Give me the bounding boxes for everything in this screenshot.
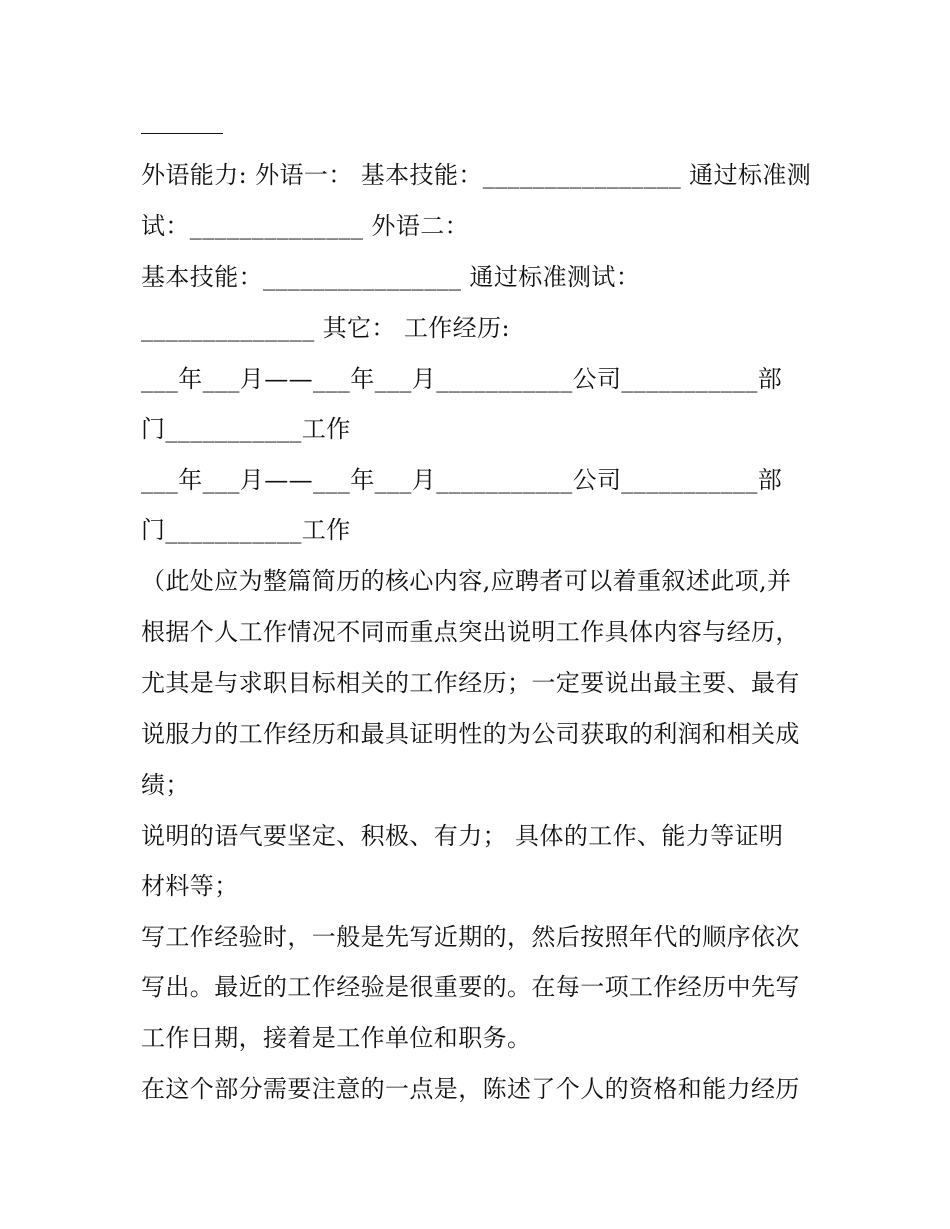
tone-paragraph-line-1: 说明的语气要坚定、积极、有力； 具体的工作、能力等证明	[141, 822, 784, 850]
guidance-paragraph-line-1: （此处应为整篇简历的核心内容,应聘者可以着重叙述此项,并	[141, 567, 792, 595]
work-entry-2-line-2: 门___________工作	[141, 516, 351, 544]
work-entry-1-line-1: ___年___月——___年___月___________公司___________部	[141, 365, 783, 393]
experience-paragraph-line-1: 写工作经验时，一般是先写近期的，然后按照年代的顺序依次	[141, 923, 800, 951]
top-underline-fragment	[141, 133, 223, 134]
language-skill-line-2: 试：______________ 外语二：	[141, 212, 470, 240]
work-entry-2-line-1: ___年___月——___年___月___________公司___________部	[141, 466, 783, 494]
guidance-paragraph-line-5: 绩；	[141, 771, 190, 799]
tone-paragraph-line-2: 材料等；	[141, 872, 239, 900]
work-entry-1-line-2: 门___________工作	[141, 415, 351, 443]
guidance-paragraph-line-4: 说服力的工作经历和最具证明性的为公司获取的利润和相关成	[141, 720, 800, 748]
experience-paragraph-line-3: 工作日期，接着是工作单位和职务。	[141, 1024, 532, 1052]
attention-paragraph-line-1: 在这个部分需要注意的一点是，陈述了个人的资格和能力经历	[141, 1075, 800, 1103]
work-history-heading-line: ______________ 其它： 工作经历:	[141, 314, 510, 342]
guidance-paragraph-line-2: 根据个人工作情况不同而重点突出说明工作具体内容与经历，	[141, 618, 800, 646]
guidance-paragraph-line-3: 尤其是与求职目标相关的工作经历；一定要说出最主要、最有	[141, 669, 800, 697]
experience-paragraph-line-2: 写出。最近的工作经验是很重要的。在每一项工作经历中先写	[141, 973, 800, 1001]
language-skill-line-1: 外语能力: 外语一： 基本技能：________________ 通过标准测	[141, 161, 812, 189]
language-skill-line-3: 基本技能：________________ 通过标准测试：	[141, 263, 641, 291]
